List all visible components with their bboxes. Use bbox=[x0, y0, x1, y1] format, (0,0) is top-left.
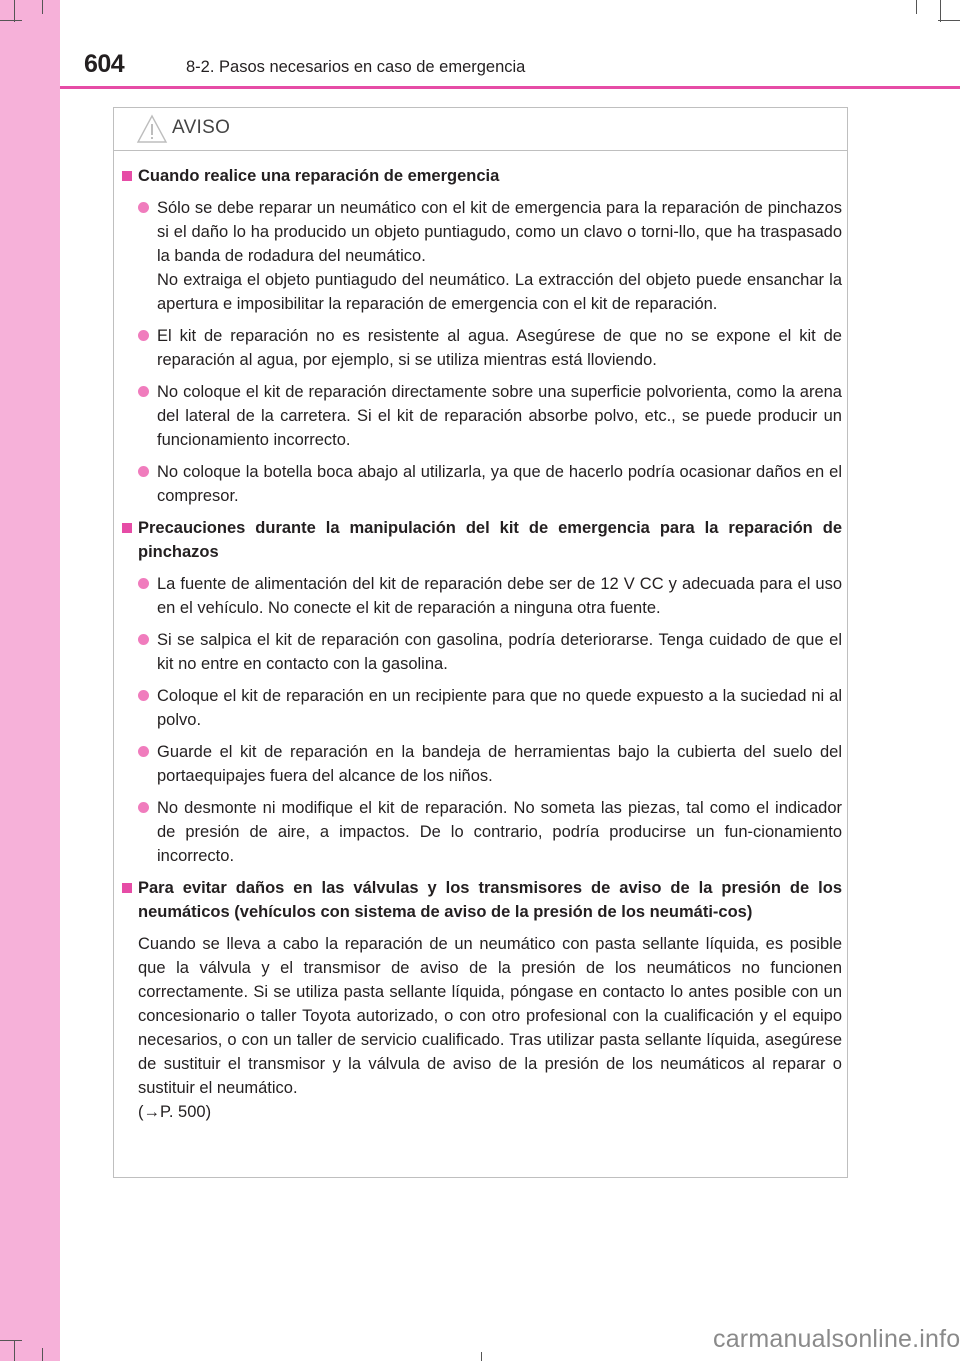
warning-content bbox=[122, 164, 842, 1124]
round-bullet-icon bbox=[138, 578, 149, 589]
warning-box-header bbox=[114, 108, 847, 151]
header-divider bbox=[60, 86, 960, 89]
round-bullet-icon bbox=[138, 386, 149, 397]
body-paragraph: Cuando se lleva a cabo la reparación de un neumático con pasta sellante líquida, es posible que la válvula y el transmisor de aviso de la presión de los neumáticos no funcionen correctamente. Si se utiliza pasta sellante líquida, póngase en contacto lo antes posible con un concesionario o taller Toyota autorizado, o con otro profesional con la cualificación y el equipo necesarios, o con un taller de servicio cualificado. Tras utilizar pasta sellante líquida, asegúrese de sustituir el transmisor y la válvula de aviso de la presión de los neumáticos al reparar o sustituir el neumático. (→P. 500) bbox=[122, 932, 842, 1124]
section-title: 8-2. Pasos necesarios en caso de emergencia bbox=[186, 58, 526, 76]
crop-mark bbox=[14, 1340, 15, 1361]
square-bullet-icon bbox=[122, 883, 132, 893]
side-color-bar bbox=[0, 0, 60, 1361]
round-bullet-icon bbox=[138, 746, 149, 757]
crop-mark bbox=[481, 1352, 482, 1361]
list-item: Coloque el kit de reparación en un recipiente para que no quede expuesto a la suciedad ni al polvo. bbox=[122, 684, 842, 732]
crop-mark bbox=[42, 1348, 43, 1361]
list-item: Guarde el kit de reparación en la bandeja de herramientas bajo la cubierta del suelo del portaequipajes fuera del alcance de los niños. bbox=[122, 740, 842, 788]
list-item: Sólo se debe reparar un neumático con el kit de emergencia para la reparación de pinchazos si el daño lo ha producido un objeto puntiagudo, como un clavo o torni-llo, que ha traspasado la banda de rodadura del neumático. No extraiga el objeto puntiagudo del neumático. La extracción del objeto puede ensanchar la apertura e imposibilitar la reparación de emergencia con el kit de reparación. bbox=[122, 196, 842, 316]
watermark: carmanualsonline.info bbox=[713, 1325, 960, 1353]
list-item: Si se salpica el kit de reparación con gasolina, podría deteriorarse. Tenga cuidado de que el kit no entre en contacto con la gasolina. bbox=[122, 628, 842, 676]
section-heading: Cuando realice una reparación de emergencia bbox=[122, 164, 842, 188]
list-item: No coloque la botella boca abajo al utilizarla, ya que de hacerlo podría ocasionar daños en el compresor. bbox=[122, 460, 842, 508]
crop-mark bbox=[42, 0, 43, 14]
page-number: 604 bbox=[84, 50, 125, 78]
list-item: El kit de reparación no es resistente al agua. Asegúrese de que no se expone el kit de reparación al agua, por ejemplo, si se utiliza mientras está lloviendo. bbox=[122, 324, 842, 372]
square-bullet-icon bbox=[122, 523, 132, 533]
section-heading: Precauciones durante la manipulación del kit de emergencia para la reparación de pinchazos bbox=[122, 516, 842, 564]
page-reference: (→P. 500) bbox=[138, 1103, 212, 1121]
crop-mark bbox=[938, 20, 960, 21]
crop-mark bbox=[916, 0, 917, 14]
round-bullet-icon bbox=[138, 202, 149, 213]
warning-label: AVISO bbox=[172, 117, 231, 138]
crop-mark bbox=[14, 0, 15, 22]
round-bullet-icon bbox=[138, 330, 149, 341]
round-bullet-icon bbox=[138, 466, 149, 477]
crop-mark bbox=[0, 1340, 22, 1341]
section-heading: Para evitar daños en las válvulas y los transmisores de aviso de la presión de los neumáticos (vehículos con sistema de aviso de la presión de los neumáti-cos) bbox=[122, 876, 842, 924]
crop-mark bbox=[940, 0, 941, 22]
list-item: No desmonte ni modifique el kit de reparación. No someta las piezas, tal como el indicador de presión de aire, a impactos. De lo contrario, podría producirse un fun-cionamiento incorrecto. bbox=[122, 796, 842, 868]
square-bullet-icon bbox=[122, 171, 132, 181]
warning-box bbox=[113, 107, 848, 1178]
list-item: No coloque el kit de reparación directamente sobre una superficie polvorienta, como la arena del lateral de la carretera. Si el kit de reparación absorbe polvo, etc., se puede producir un funcionamiento incorrecto. bbox=[122, 380, 842, 452]
crop-mark bbox=[0, 20, 22, 21]
list-item: La fuente de alimentación del kit de reparación debe ser de 12 V CC y adecuada para el uso en el vehículo. No conecte el kit de reparación a ninguna otra fuente. bbox=[122, 572, 842, 620]
warning-triangle-icon bbox=[136, 114, 168, 144]
round-bullet-icon bbox=[138, 690, 149, 701]
round-bullet-icon bbox=[138, 634, 149, 645]
round-bullet-icon bbox=[138, 802, 149, 813]
